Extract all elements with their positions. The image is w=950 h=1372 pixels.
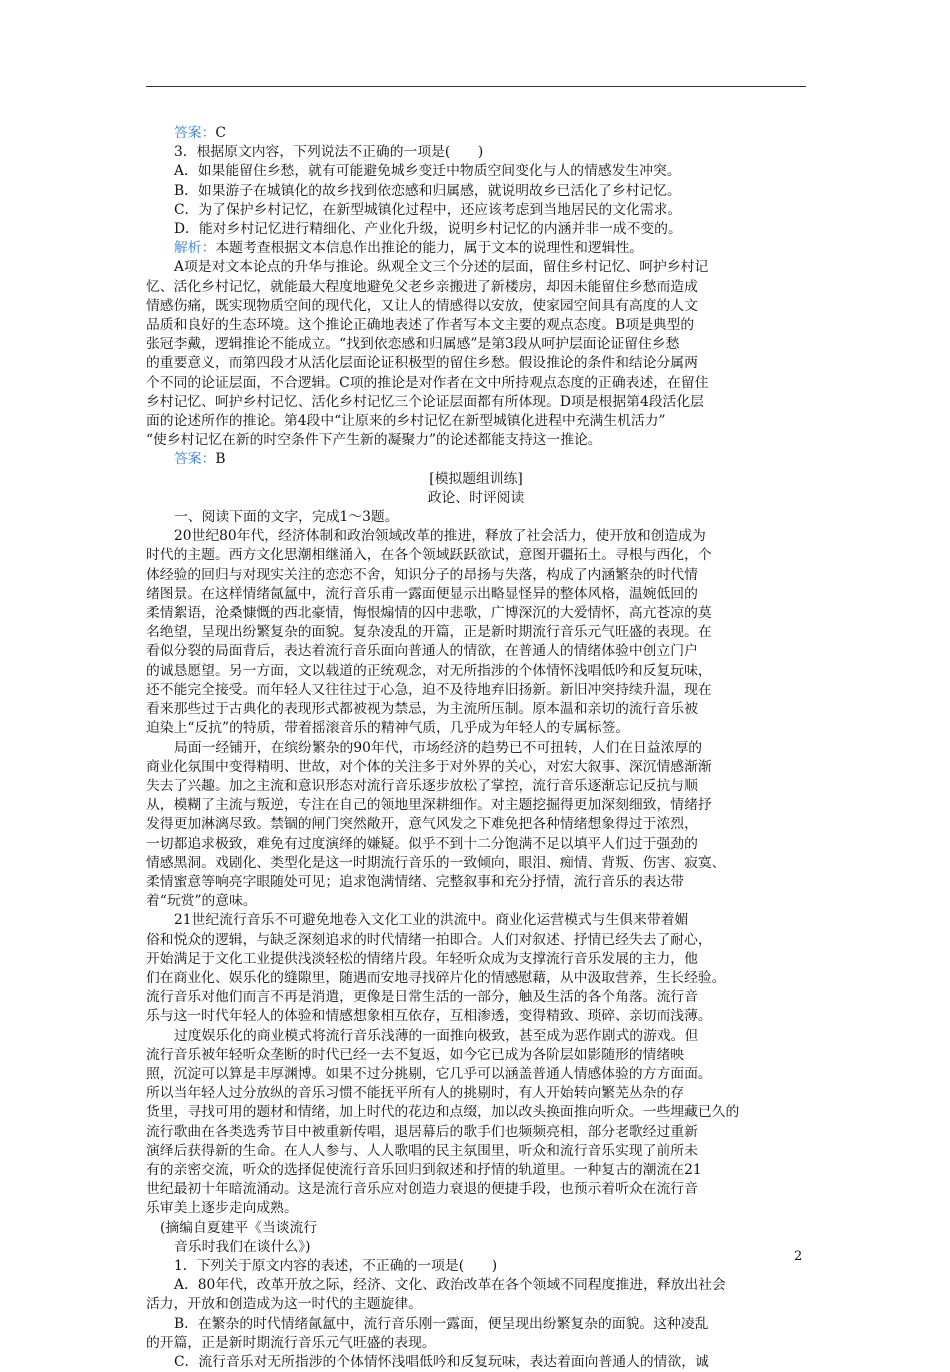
q1-option-a-cont: 活力，开放和创造成为这一时代的主题旋律。 [146,1296,422,1313]
para4-line: 乐审美上逐步走向成熟。 [146,1200,298,1217]
para1-line: 体经验的回归与对现实关注的恋恋不舍，知识分子的昂扬与失落，构成了内涵繁杂的时代情 [146,566,698,583]
para3-line: 俗和悦众的逻辑，与缺乏深刻追求的时代情绪一拍即合。人们对叙述、抒情已经失去了耐心， [146,931,712,948]
analysis-line: 张冠李戴，逻辑推论不能成立。“找到依恋感和归属感”是第3段从呵护层面论证留住乡愁 [146,336,680,353]
para2-line: 发得更加淋漓尽致。禁锢的闸门突然敞开，意气风发之下难免把各种情绪想象得过于浓烈， [146,816,698,833]
answer-value: B [215,451,226,468]
para3-line: 流行音乐对他们而言不再是消遣，更像是日常生活的一部分，触及生活的各个角落。流行音 [146,989,698,1006]
q2-answer-line [146,124,806,143]
q3-option-c: C．为了保护乡村记忆，在新型城镇化过程中，还应该考虑到当地居民的文化需求。 [174,201,682,218]
para2-line: 局面一经铺开，在缤纷繁杂的90年代，市场经济的趋势已不可扭转，人们在日益浓厚的 [174,739,703,756]
para3-line: 21世纪流行音乐不可避免地卷入文化工业的洪流中。商业化运营模式与生俱来带着媚 [174,912,689,929]
answer-label: 答案： [174,125,216,141]
analysis-line: 的重要意义，而第四段才从活化层面论证积极型的留住乡愁。假设推论的条件和结论分属两 [146,355,698,372]
para1-line: 还不能完全接受。而年轻人又往往过于心急，迫不及待地弃旧扬新。新旧冲突持续升温，现在 [146,681,712,698]
q1-option-b-cont: 的开篇，正是新时期流行音乐元气旺盛的表现。 [146,1334,436,1351]
para2-line: 情感黑洞。戏剧化、类型化是这一时期流行音乐的一致倾向，眼泪、痴情、背叛、伤害、寂寞、 [146,854,726,871]
para1-line: 迫染上“反抗”的特质，带着摇滚音乐的精神气质，几乎成为年轻人的专属标签。 [146,720,630,737]
analysis-text: 本题考查根据文本信息作出推论的能力，属于文本的说理性和逻辑性。 [215,240,644,257]
para3-line: 们在商业化、娱乐化的缝隙里，随遇而安地寻找碎片化的情感慰藉，从中汲取营养，生长经验。 [146,969,726,986]
q1-option-a: A．80年代，改革开放之际，经济、文化、政治改革在各个领域不同程度推进，释放出社会 [174,1277,726,1294]
para2-line: 一切都追求极致，难免有过度演绎的嫌疑。似乎不到十二分饱满不足以填平人们过于强劲的 [146,835,698,852]
para1-line: 时代的主题。西方文化思潮相继涌入，在各个领域跃跃欲试，意图开疆拓土。寻根与西化，个 [146,547,712,564]
page-number: 2 [794,1249,803,1264]
para4-line: 世纪最初十年暗流涌动。这是流行音乐应对创造力衰退的便捷手段，也预示着听众在流行音 [146,1181,698,1198]
header-rule [146,86,806,87]
para4-line: 流行歌曲在各类选秀节目中被重新传唱，退居幕后的歌手们也频频亮相，部分老歌经过重新 [146,1123,698,1140]
answer-label: 答案： [174,451,216,468]
para1-line: 20世纪80年代，经济体制和政治领域改革的推进，释放了社会活力，使开放和创造成为 [174,528,706,545]
q3-option-b: B．如果游子在城镇化的故乡找到依恋感和归属感，就说明故乡已活化了乡村记忆。 [174,182,681,199]
source-citation: (摘编自夏建平《当谈流行 [160,1219,318,1236]
para2-line: 柔情蜜意等响亮字眼随处可见；追求饱满情绪、完整叙事和充分抒情，流行音乐的表达带 [146,873,685,890]
analysis-line: 个不同的论证层面，不合逻辑。C项的推论是对作者在文中所持观点态度的正确表述，在留住 [146,374,709,391]
page-content [146,124,806,1372]
source-citation: 音乐时我们在谈什么》) [174,1238,311,1255]
section-subheading: 政论、时评阅读 [427,489,525,506]
para2-line: 着“玩赏”的意味。 [146,893,257,910]
para1-line: 柔情絮语，沧桑慷慨的西北豪情，悔恨煽情的囚中悲歌，广博深沉的大爱情怀，高亢苍凉的莫 [146,605,712,622]
q3-stem: 3．根据原文内容，下列说法不正确的一项是( ) [174,144,484,161]
para4-line: 有的亲密交流，听众的选择促使流行音乐回归到叙述和抒情的轨道里。一种复古的潮流在21 [146,1161,702,1178]
analysis-line: 乡村记忆、呵护乡村记忆、活化乡村记忆三个论证层面都有所体现。D项是根据第4段活化层 [146,393,704,410]
analysis-line: “使乡村记忆在新的时空条件下产生新的凝聚力”的论述都能支持这一推论。 [146,432,602,449]
analysis-label: 解析： [174,240,216,257]
answer-value: C [215,125,226,141]
q3-option-d: D．能对乡村记忆进行精细化、产业化升级，说明乡村记忆的内涵并非一成不变的。 [174,221,682,238]
analysis-line: A项是对文本论点的升华与推论。纵观全文三个分述的层面，留住乡村记忆、呵护乡村记 [174,259,709,276]
para4-line: 所以当年轻人过分放纵的音乐习惯不能抚平所有人的挑剔时，有人开始转向繁芜丛杂的存 [146,1085,685,1102]
para4-line: 照，沉淀可以算是丰厚渊博。如果不过分挑剔，它几乎可以涵盖普通人情感体验的方方面面。 [146,1065,712,1082]
para3-line: 乐与这一时代年轻人的体验和情感想象相互依存，互相渗透，变得精致、琐碎、亲切而浅薄。 [146,1008,712,1025]
q3-option-a: A．如果能留住乡愁，就有可能避免城乡变迁中物质空间变化与人的情感发生冲突。 [174,163,681,180]
reading-instruction: 一、阅读下面的文字，完成1～3题。 [174,509,399,526]
analysis-line: 面的论述所作的推论。第4段中“让原来的乡村记忆在新型城镇化进程中充满生机活力” [146,413,666,430]
analysis-line: 忆、活化乡村记忆，就能最大程度地避免父老乡亲搬进了新楼房，却因未能留住乡愁而造成 [146,278,698,295]
para1-line: 看似分裂的局面背后，表达着流行音乐面向普通人的情欲，在普通人的情绪体验中创立门户 [146,643,698,660]
para2-line: 商业化氛围中变得精明、世故，对个体的关注多于对外界的关心，对宏大叙事、深沉情感渐渐 [146,758,712,775]
q1-stem: 1．下列关于原文内容的表述，不正确的一项是( ) [174,1257,498,1274]
para1-line: 名绝望，呈现出纷繁复杂的面貌。复杂凌乱的开篇，正是新时期流行音乐元气旺盛的表现。在 [146,624,712,641]
para4-line: 过度娱乐化的商业模式将流行音乐浅薄的一面推向极致，甚至成为恶作剧式的游戏。但 [174,1027,699,1044]
para4-line: 演绎后获得新的生命。在人人参与、人人歌唱的民主氛围里，听众和流行音乐实现了前所未 [146,1142,698,1159]
para3-line: 开始满足于文化工业提供浅淡轻松的情绪片段。年轻听众成为支撑流行音乐发展的主力，他 [146,950,698,967]
analysis-line: 品质和良好的生态环境。这个推论正确地表述了作者写本文主要的观点态度。B项是典型的 [146,317,695,334]
para1-line: 的诚恳愿望。另一方面，文以载道的正统观念，对无所指涉的个体情怀浅唱低吟和反复玩味， [146,662,712,679]
q3-answer-line [146,450,806,469]
section-heading: [模拟题组训练] [429,470,523,487]
para2-line: 失去了兴趣。加之主流和意识形态对流行音乐逐步放松了掌控，流行音乐逐渐忘记反抗与顺 [146,777,698,794]
analysis-line: 情感伤痛，既实现物质空间的现代化，又让人的情感得以安放，使家园空间具有高度的人文 [146,297,698,314]
para1-line: 绪图景。在这样情绪氤氲中，流行音乐甫一露面便显示出略显怪异的整体风格，温婉低回的 [146,585,698,602]
q1-option-b: B．在繁杂的时代情绪氤氲中，流行音乐刚一露面，便呈现出纷繁复杂的面貌。这种凌乱 [174,1315,709,1332]
para1-line: 看来那些过于古典化的表现形式都被视为禁忌，为主流所压制。原本温和亲切的流行音乐被 [146,701,698,718]
para4-line: 流行音乐被年轻听众垄断的时代已经一去不复返，如今它已成为各阶层如影随形的情绪映 [146,1046,685,1063]
para2-line: 从，模糊了主流与叛逆，专注在自己的领地里深耕细作。对主题挖掘得更加深刻细致，情绪抒 [146,797,712,814]
q1-option-c: C．流行音乐对无所指涉的个体情怀浅唱低吟和反复玩味，表达着面向普通人的情欲，诚 [174,1354,709,1370]
para4-line: 货里，寻找可用的题材和情绪，加上时代的花边和点缀，加以改头换面推向听众。一些埋藏已久的 [146,1104,740,1121]
q3-analysis-first [146,239,806,258]
